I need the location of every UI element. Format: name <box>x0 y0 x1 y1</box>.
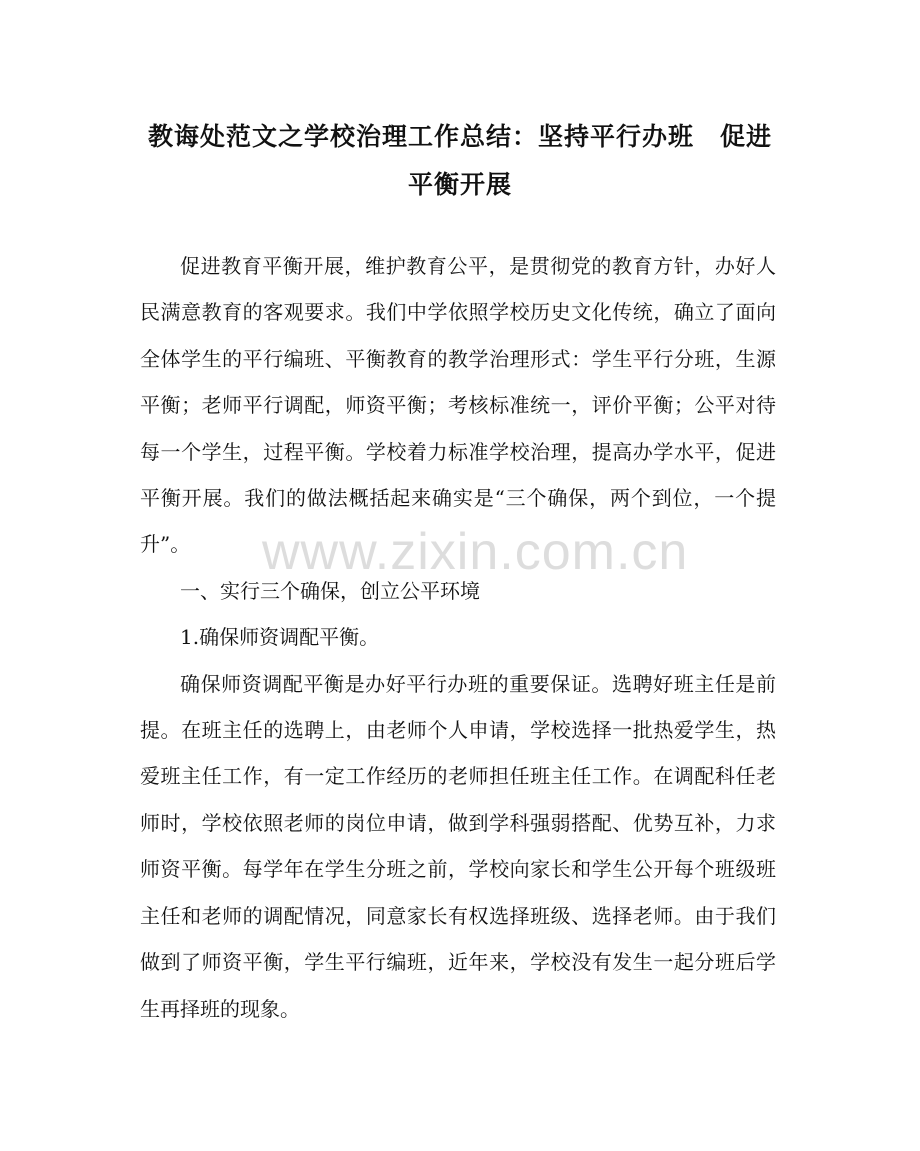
subsection-heading-1-1: 1.确保师资调配平衡。 <box>180 625 380 650</box>
section-heading-1: 一、实行三个确保，创立公平环境 <box>180 578 480 603</box>
paragraph-teacher-allocation: 确保师资调配平衡是办好平行办班的重要保证。选聘好班主任是前提。在班主任的选聘上，由老师个人申请，学校选择一批热爱学生，热爱班主任工作，有一定工作经历的老师担任班主任工作。在调配科任老师时，学校依照老师的岗位申请，做到学科强弱搭配、优势互补，力求师资平衡。每学年在学生分班之前，学校向家长和学生公开每个班级班主任和老师的调配情况，同意家长有权选择班级、选择老师。由于我们做到了师资平衡，学生平行编班，近年来，学校没有发生一起分班后学生再择班的现象。 <box>140 671 776 1021</box>
document-title: 教诲处范文之学校治理工作总结：坚持平行办班 促进平衡开展 <box>147 122 772 199</box>
watermark: www.zixin.com.cn <box>262 523 689 581</box>
paragraph-intro: 促进教育平衡开展，维护教育公平，是贯彻党的教育方针，办好人民满意教育的客观要求。我们中学依照学校历史文化传统，确立了面向全体学生的平行编班、平衡教育的教学治理形式：学生平行分班，生源平衡；老师平行调配，师资平衡；考核标准统一，评价平衡；公平对待每一个学生，过程平衡。学校着力标准学校治理，提高办学水平，促进平衡开展。我们的做法概括起来确实是“三个确保，两个到位，一个提升”。 <box>140 254 776 557</box>
document-body <box>140 243 776 1032</box>
